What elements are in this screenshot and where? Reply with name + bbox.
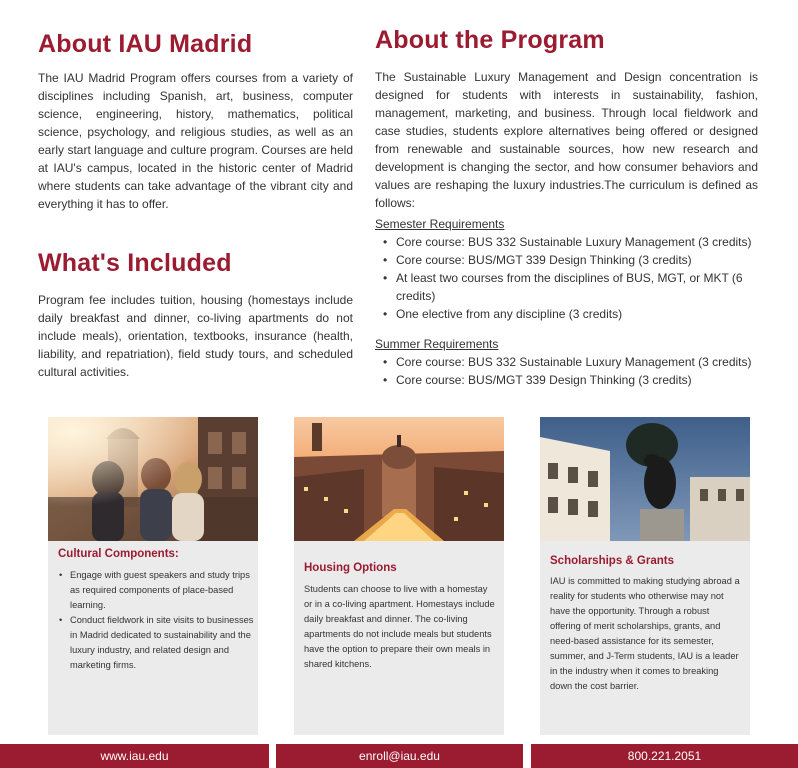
scholarships-body: IAU is committed to making studying abroad a reality for students who otherwise may not have the opportunity. Through a robust offering of merit scholarships, grants, and need-based assistance for its semester, summer, and J-Term students, IAU is a leader in the industry when it comes to breaking down the cost barrier. xyxy=(550,576,740,691)
semester-requirements-title: Semester Requirements xyxy=(375,217,505,231)
semester-requirements-list xyxy=(375,233,765,323)
list-item: • One elective from any discipline (3 credits) xyxy=(383,305,765,323)
cultural-components-title: Cultural Components: xyxy=(58,548,179,560)
summer-requirements-list xyxy=(375,353,765,389)
website-link[interactable]: www.iau.edu xyxy=(0,744,269,768)
madrid-gran-via-sunset-photo xyxy=(294,417,504,541)
email-link[interactable]: enroll@iau.edu xyxy=(276,744,523,768)
list-item: • Conduct fieldwork in site visits to businesses in Madrid dedicated to sustainability and the luxury industry, and related design and marketing firms. xyxy=(54,613,254,673)
students-on-street-photo xyxy=(48,417,258,541)
scholarships-title: Scholarships & Grants xyxy=(550,555,674,567)
summer-requirements xyxy=(375,335,765,389)
about-program-body: The Sustainable Luxury Management and Design concentration is designed for students with interests in sustainability, fashion, management, marketing, and business. Through local fieldwork and case studies, students explore alternatives being offered or designed from renewable and sustainable sources, how new research and development is changing the sector, and how consumer behaviors and values are reshaping the luxury industries.The curriculum is defined as follows: xyxy=(375,70,758,210)
semester-requirements xyxy=(375,215,765,323)
phone-link[interactable]: 800.221.2051 xyxy=(531,744,798,768)
list-item: • At least two courses from the disciplines of BUS, MGT, or MKT (6 credits) xyxy=(383,269,765,305)
about-iau-heading: About IAU Madrid xyxy=(38,30,253,58)
list-item: • Core course: BUS/MGT 339 Design Thinking (3 credits) xyxy=(383,371,765,389)
whats-included-body: Program fee includes tuition, housing (homestays include daily breakfast and dinner, co-living apartments do not include meals), orientation, textbooks, insurance (health, liability, and repatriation), field study tours, and scheduled cultural activities. xyxy=(38,293,353,379)
about-iau-body: The IAU Madrid Program offers courses from a variety of disciplines including Spanish, art, business, computer science, engineering, history, mathematics, political science, psychology, and religious studies, as well as an early start language and culture program. Courses are held at IAU's campus, located in the historic center of Madrid where students can take advantage of the vibrant city and everything it has to offer. xyxy=(38,71,353,211)
cultural-components-card xyxy=(48,417,258,735)
scholarships-card xyxy=(540,417,750,735)
list-item: • Core course: BUS 332 Sustainable Luxury Management (3 credits) xyxy=(383,353,765,371)
bear-and-strawberry-tree-statue-photo xyxy=(540,417,750,541)
whats-included-heading: What's Included xyxy=(38,249,232,277)
summer-requirements-title: Summer Requirements xyxy=(375,337,499,351)
list-item: • Engage with guest speakers and study trips as required components of place-based learning. xyxy=(54,568,254,613)
about-program-heading: About the Program xyxy=(375,26,605,54)
housing-options-body: Students can choose to live with a homestay or in a co-living apartment. Homestays include daily breakfast and dinner. The co-living apartments do not include meals but students have the option to prepare their own meals in shared kitchens. xyxy=(304,584,495,669)
list-item: • Core course: BUS 332 Sustainable Luxury Management (3 credits) xyxy=(383,233,765,251)
housing-options-title: Housing Options xyxy=(304,562,397,574)
cultural-components-list xyxy=(54,568,254,673)
housing-options-card xyxy=(294,417,504,735)
list-item: • Core course: BUS/MGT 339 Design Thinking (3 credits) xyxy=(383,251,765,269)
